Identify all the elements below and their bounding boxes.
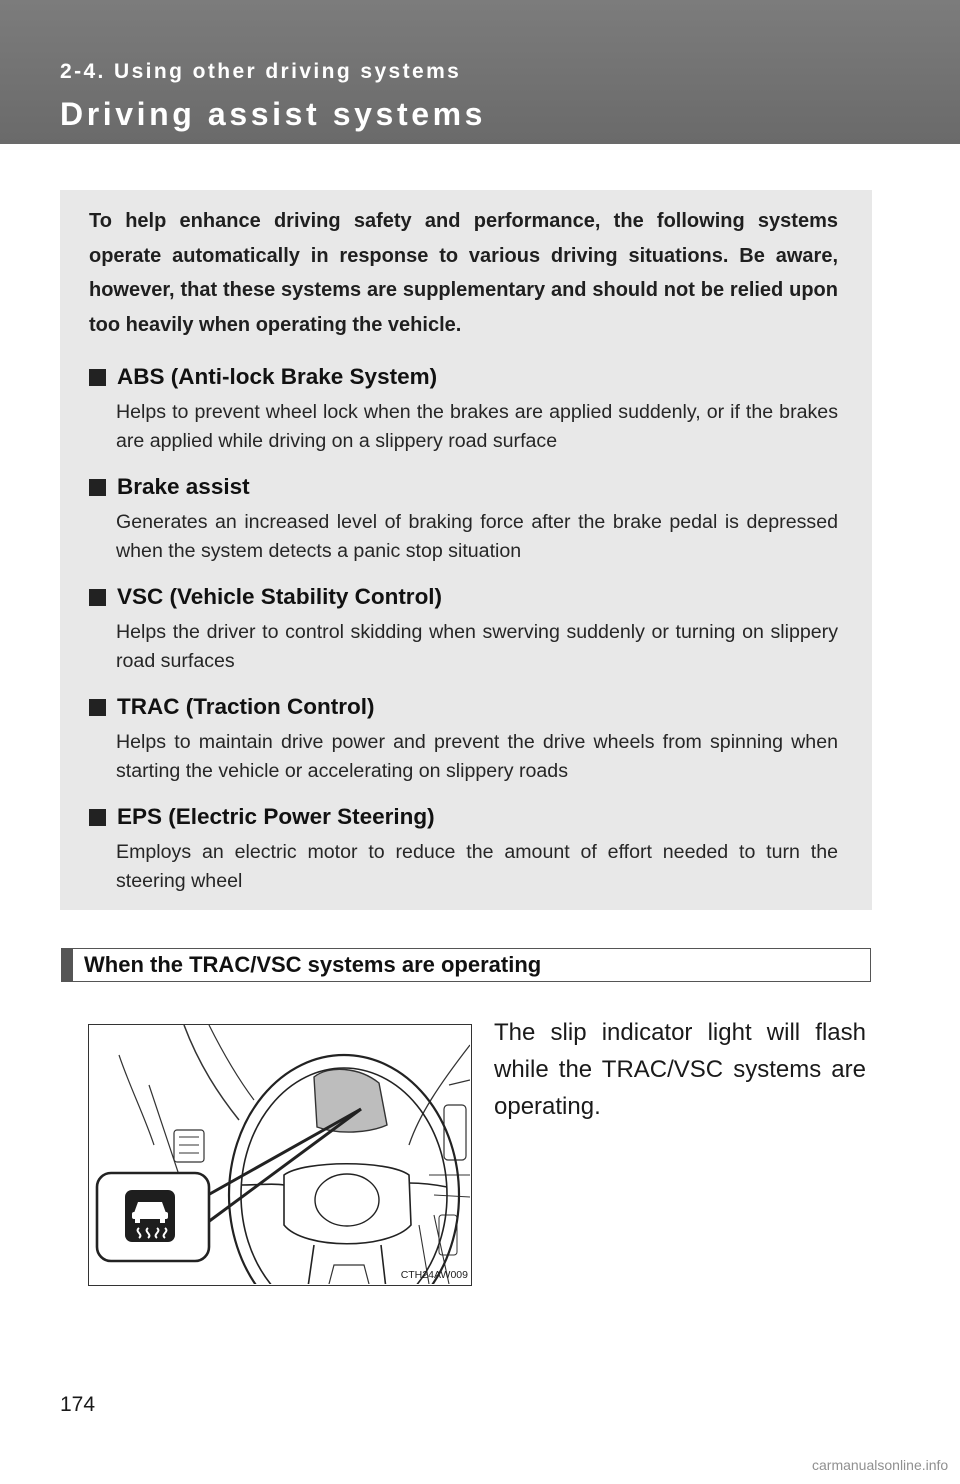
feature-description: Employs an electric motor to reduce the amount of effort needed to turn the steering wheel — [116, 841, 838, 892]
feature-trac — [89, 692, 838, 786]
steering-wheel-drawing — [89, 1025, 470, 1284]
feature-description: Generates an increased level of braking force after the brake pedal is depressed when the system detects a panic stop situation — [116, 511, 838, 562]
slip-indicator-icon — [125, 1190, 175, 1242]
feature-brake-assist — [89, 472, 838, 566]
feature-title: ABS (Anti-lock Brake System) — [117, 364, 438, 389]
heading-bar — [62, 949, 73, 981]
feature-vsc — [89, 582, 838, 676]
dashboard-illustration — [88, 1024, 472, 1286]
watermark: carmanualsonline.info — [812, 1457, 949, 1473]
feature-description: Helps to maintain drive power and prevent the drive wheels from spinning when starting the vehicle or accelerating on slippery roads — [116, 731, 838, 782]
feature-description: Helps the driver to control skidding when swerving suddenly or turning on slippery road surfaces — [116, 621, 838, 672]
feature-title: EPS (Electric Power Steering) — [117, 804, 435, 829]
section-label: 2-4. Using other driving systems — [60, 60, 462, 83]
summary-box — [60, 190, 872, 910]
feature-abs — [89, 362, 838, 456]
intro-paragraph: To help enhance driving safety and performance, the following systems operate automatically in response to various driving situations. Be aware, however, that these systems are supplementary and should not be relied upon too heavily when operating the vehicle. — [89, 210, 838, 336]
page-header — [0, 0, 960, 144]
subsection-heading-text: When the TRAC/VSC systems are operating — [84, 952, 542, 977]
bullet-square-icon — [89, 369, 106, 386]
feature-title: TRAC (Traction Control) — [117, 694, 375, 719]
bullet-square-icon — [89, 589, 106, 606]
bullet-square-icon — [89, 809, 106, 826]
bullet-square-icon — [89, 479, 106, 496]
page-title: Driving assist systems — [60, 96, 487, 132]
feature-title: Brake assist — [117, 474, 250, 499]
image-code-label: CTH24AW009 — [400, 1269, 468, 1281]
feature-description: Helps to prevent wheel lock when the brakes are applied suddenly, or if the brakes are applied while driving on a slippery road surface — [116, 401, 838, 452]
feature-title: VSC (Vehicle Stability Control) — [117, 584, 443, 609]
bullet-square-icon — [89, 699, 106, 716]
section-body: The slip indicator light will flash while the TRAC/VSC systems are operating. — [494, 1019, 866, 1120]
page-number: 174 — [60, 1393, 96, 1416]
feature-eps — [89, 802, 838, 896]
subsection-heading — [61, 948, 871, 982]
